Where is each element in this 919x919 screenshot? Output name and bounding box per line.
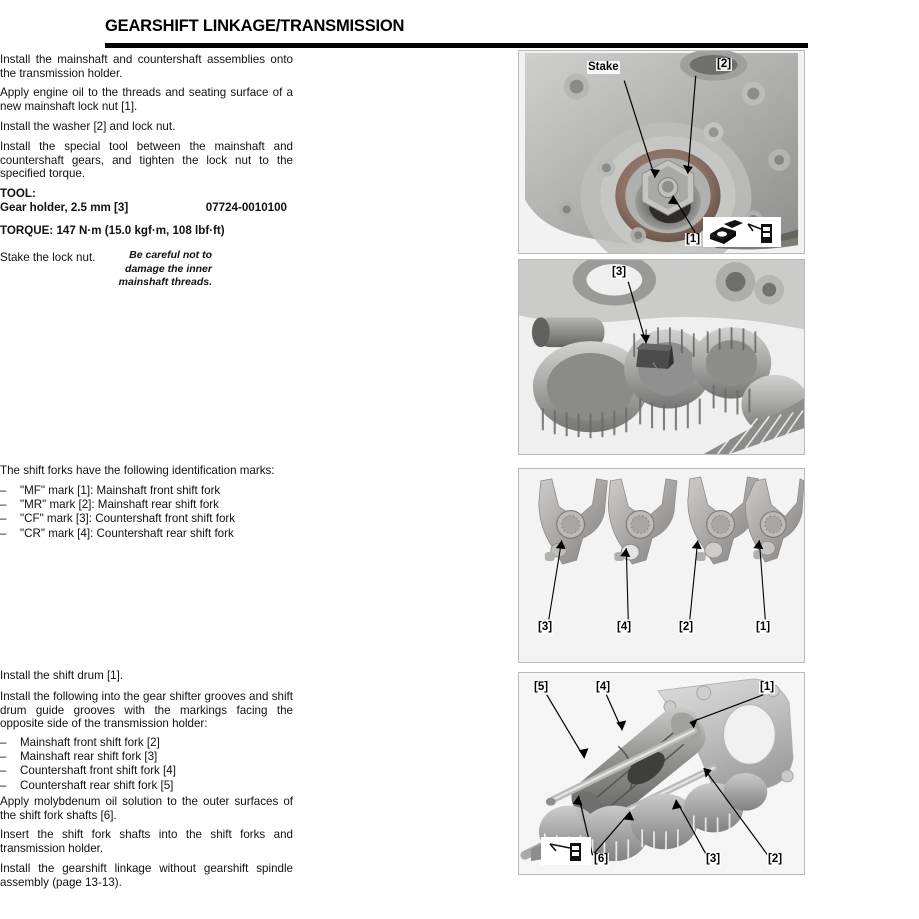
callout-3: [3] xyxy=(706,853,721,865)
page-header xyxy=(105,16,808,36)
list-item xyxy=(0,527,293,541)
bullet-dash: – xyxy=(0,764,7,778)
margin-caution-note: Be careful not to damage the inner mainshaft threads. xyxy=(118,249,212,288)
list-item xyxy=(0,764,293,778)
callout-5: [5] xyxy=(534,681,549,693)
tool-block xyxy=(0,187,293,215)
callout-4: [4] xyxy=(596,681,611,693)
list-item-label: "MF" mark [1]: Mainshaft front shift fork xyxy=(20,484,221,497)
moly-oil-icon-badge xyxy=(541,837,591,865)
list-item xyxy=(0,512,293,526)
list-item xyxy=(0,736,293,750)
list-item-label: "CF" mark [3]: Countershaft front shift fork xyxy=(20,512,236,526)
service-icon-group xyxy=(703,217,781,247)
callout-6: [6] xyxy=(594,853,609,865)
bullet-dash: – xyxy=(0,750,7,764)
callout-2: [2] xyxy=(717,58,732,70)
callout-3: [3] xyxy=(612,266,627,278)
paragraph-install-following: Install the following into the gear shifter grooves and shift drum guide grooves with the markings facing the opposite side of the transmission holder: xyxy=(0,690,293,731)
callout-1: [1] xyxy=(756,621,771,633)
list-item xyxy=(0,484,293,498)
shift-fork-install-list xyxy=(0,736,293,793)
list-item xyxy=(0,779,293,793)
callout-3: [3] xyxy=(538,621,553,633)
callout-4: [4] xyxy=(617,621,632,633)
list-item-label: Countershaft front shift fork [4] xyxy=(20,764,176,778)
list-item xyxy=(0,498,293,512)
torque-spec: TORQUE: 147 N·m (15.0 kgf·m, 108 lbf·ft) xyxy=(0,224,225,237)
paragraph-insert-shafts: Insert the shift fork shafts into the shift forks and transmission holder. xyxy=(0,828,293,855)
bullet-dash: – xyxy=(0,484,7,497)
callout-2: [2] xyxy=(679,621,694,633)
figure-gear-holder-tool xyxy=(518,259,805,455)
bullet-dash: – xyxy=(0,736,7,749)
replace-and-oil-icons xyxy=(704,218,780,246)
figure-shift-forks xyxy=(518,468,805,663)
paragraph-apply-engine-oil: Apply engine oil to the threads and seating surface of a new mainshaft lock nut [1]. xyxy=(0,86,293,113)
list-item-label: "MR" mark [2]: Mainshaft rear shift fork xyxy=(20,498,219,512)
bullet-dash: – xyxy=(0,498,7,512)
bullet-dash: – xyxy=(0,526,7,540)
moly-oil-icon xyxy=(542,838,590,864)
list-item-label: "CR" mark [4]: Countershaft rear shift fork xyxy=(20,526,234,540)
callout-2: [2] xyxy=(768,853,783,865)
paragraph-special-tool: Install the special tool between the mainshaft and countershaft gears, and tighten the lock nut to the specified torque. xyxy=(0,140,293,181)
list-item-label: Mainshaft front shift fork [2] xyxy=(20,736,160,749)
bullet-dash: – xyxy=(0,778,7,792)
figure-transmission-assembly xyxy=(518,672,805,875)
tool-part-number: 07724-0010100 xyxy=(205,201,287,214)
paragraph-install-washer: Install the washer [2] and lock nut. xyxy=(0,120,176,133)
list-item-label: Countershaft rear shift fork [5] xyxy=(20,778,174,792)
tool-name: Gear holder, 2.5 mm [3] xyxy=(0,201,129,214)
paragraph-install-assemblies: Install the mainshaft and countershaft assemblies onto the transmission holder. xyxy=(0,53,293,80)
paragraph-install-linkage: Install the gearshift linkage without gearshift spindle assembly (page 13-13). xyxy=(0,862,293,889)
callout-1: [1] xyxy=(760,681,775,693)
paragraph-install-shift-drum: Install the shift drum [1]. xyxy=(0,669,124,682)
figure-crankcase-lock-nut xyxy=(518,50,805,254)
gear-assembly-illustration xyxy=(519,260,804,454)
paragraph-fork-marks-intro: The shift forks have the following identification marks: xyxy=(0,464,275,477)
list-item-label: Mainshaft rear shift fork [3] xyxy=(20,750,158,764)
header-divider xyxy=(105,43,808,48)
tool-heading: TOOL: xyxy=(0,187,36,200)
list-item xyxy=(0,750,293,764)
bullet-dash: – xyxy=(0,512,7,526)
fork-identification-list xyxy=(0,484,293,541)
callout-stake: Stake xyxy=(588,61,619,73)
callout-1: [1] xyxy=(686,233,701,245)
paragraph-apply-moly: Apply molybdenum oil solution to the outer surfaces of the shift fork shafts [6]. xyxy=(0,795,293,822)
page-title: GEARSHIFT LINKAGE/TRANSMISSION xyxy=(105,17,405,35)
tool-row xyxy=(0,201,293,215)
paragraph-stake-lock-nut: Stake the lock nut. xyxy=(0,251,96,264)
